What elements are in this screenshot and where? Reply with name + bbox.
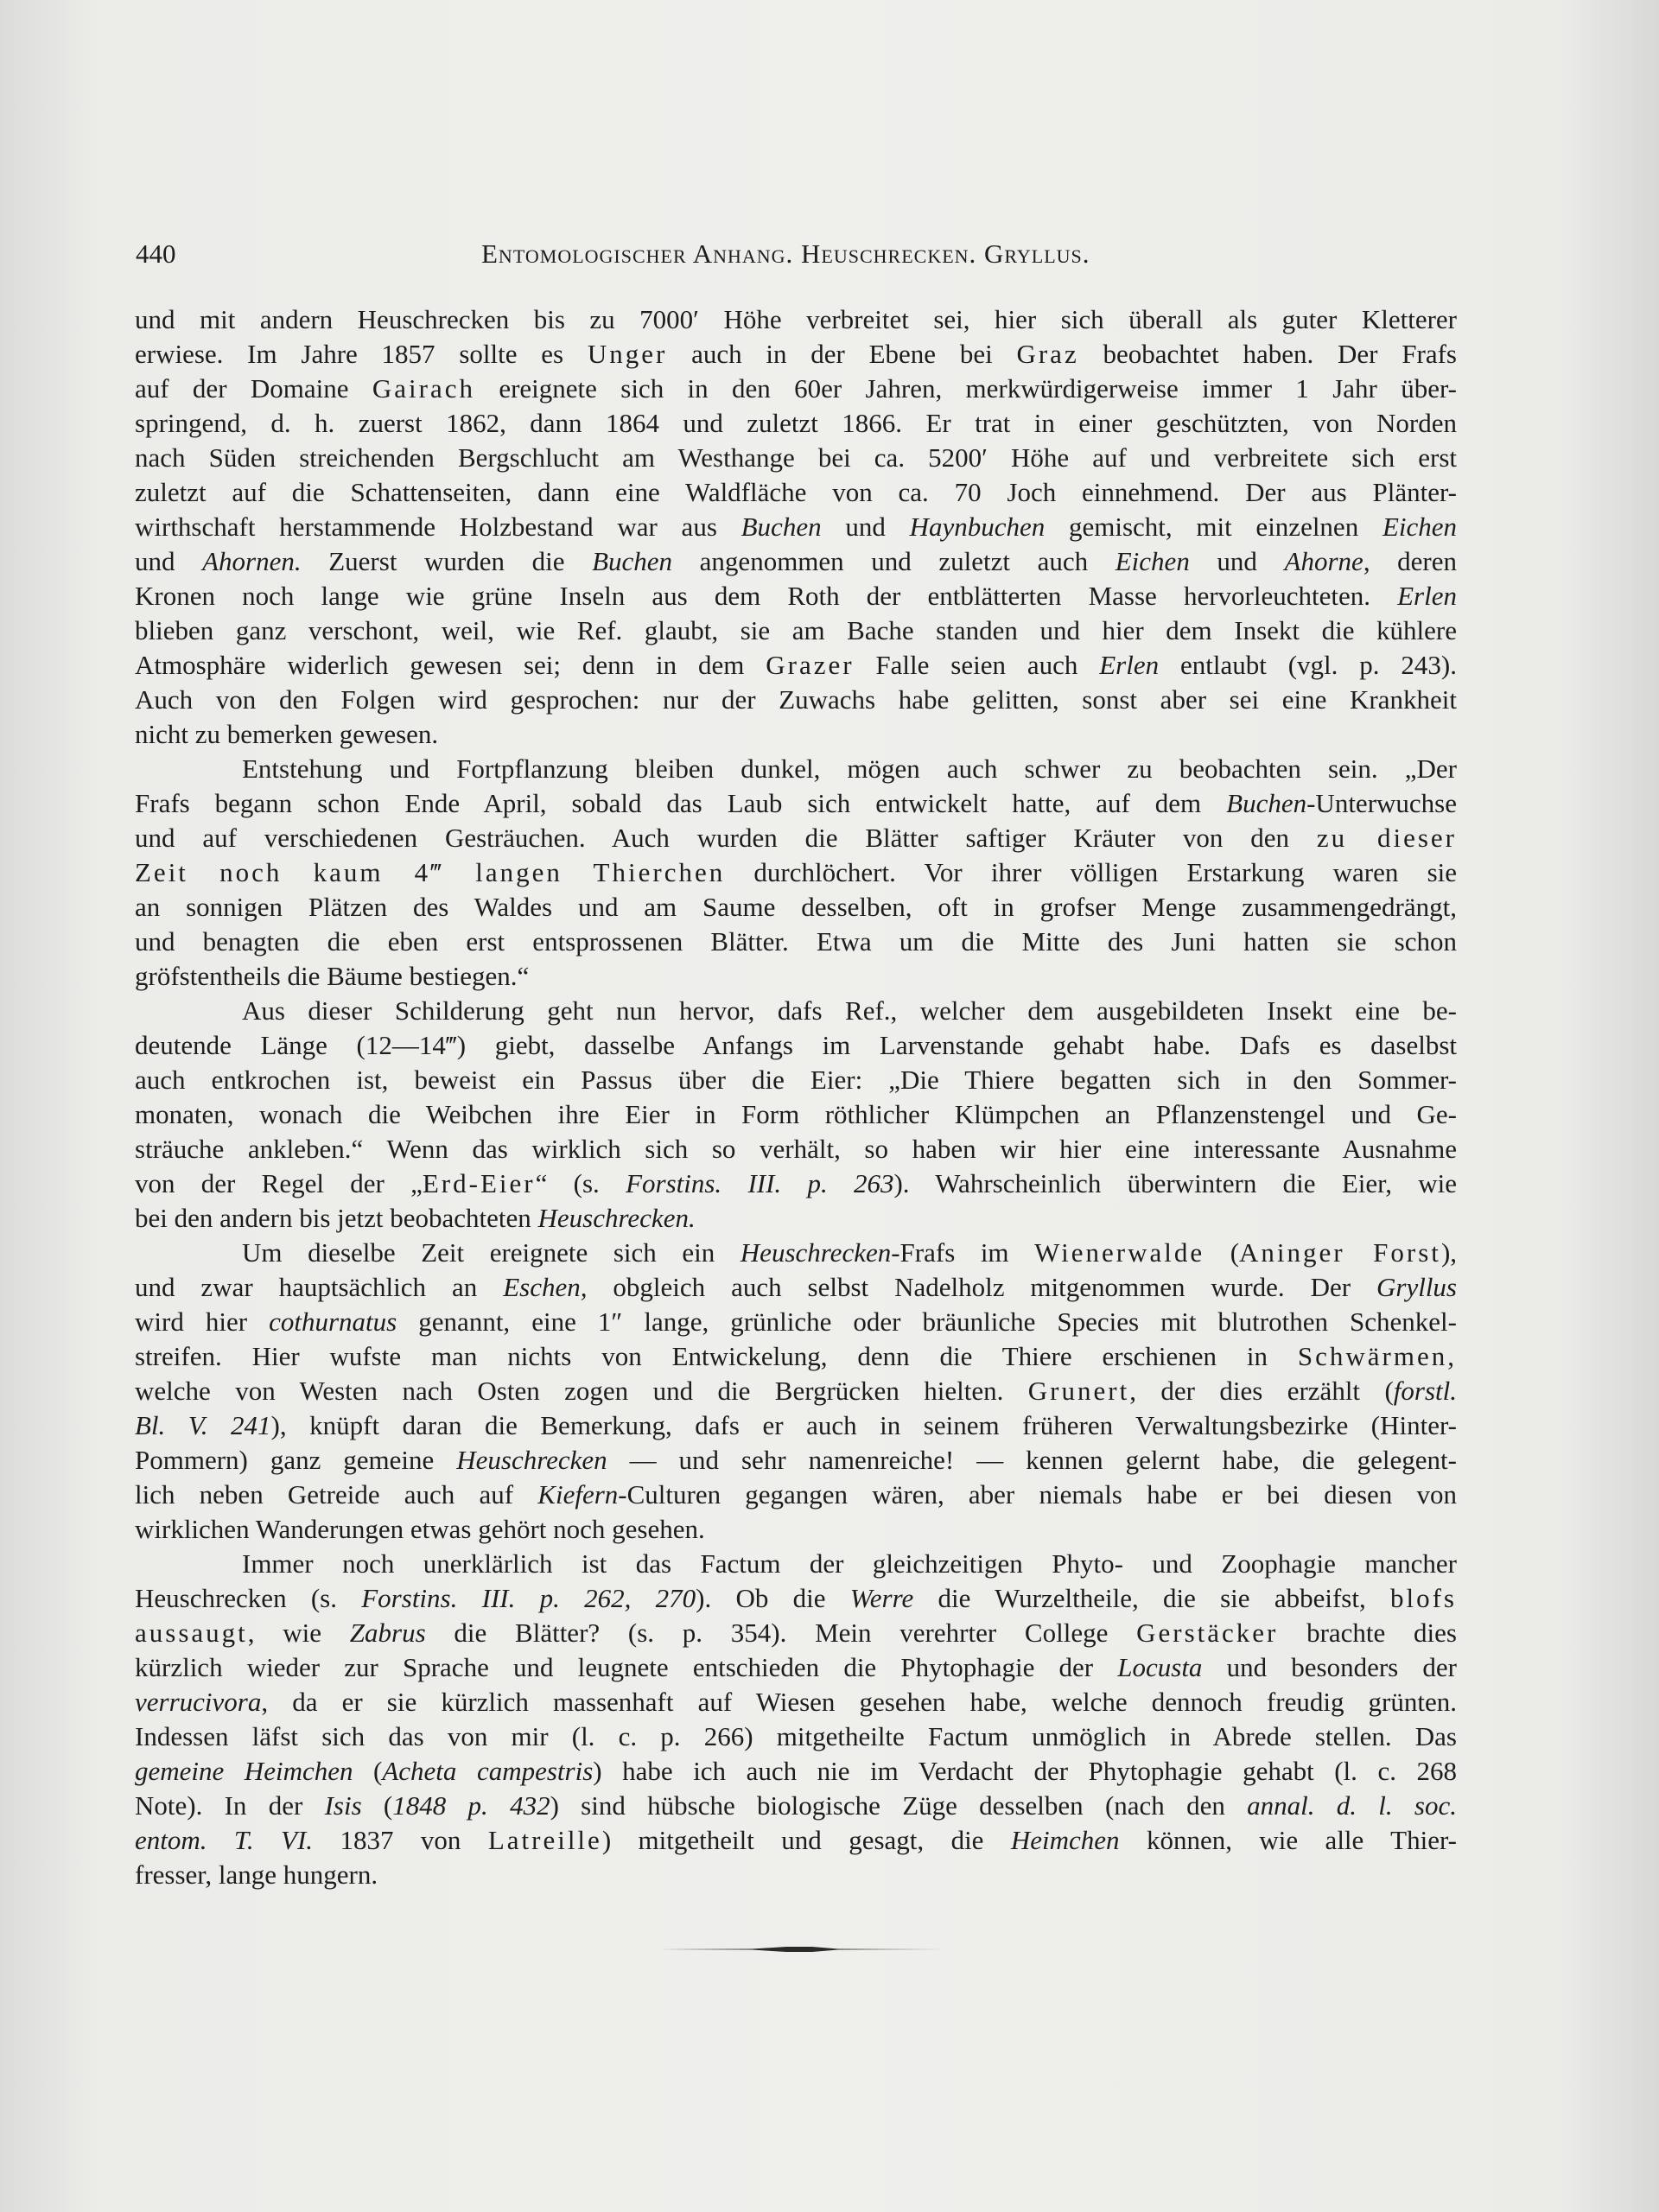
italic-text: Buchen — [1226, 788, 1307, 818]
italic-text: Eschen, — [503, 1272, 588, 1302]
italic-text: Heuschrecken. — [537, 1203, 696, 1233]
text-line — [135, 1512, 1457, 1547]
text-run: und besonders der — [1202, 1652, 1457, 1682]
text-run: Pommern) ganz gemeine — [135, 1445, 457, 1475]
text-line — [135, 1132, 1457, 1166]
italic-text: Kiefern — [537, 1479, 619, 1510]
text-line — [135, 1858, 1457, 1892]
text-run: auf der Domaine — [135, 373, 372, 404]
paragraph — [135, 1547, 1457, 1892]
text-line — [135, 1823, 1457, 1858]
text-run: ), — [1440, 1237, 1457, 1268]
text-run: , wie — [247, 1618, 350, 1648]
text-line — [135, 1097, 1457, 1132]
text-run: und zwar hauptsächlich an — [135, 1272, 504, 1302]
italic-text: verrucivora — [135, 1687, 262, 1717]
text-run: Frafs begann schon Ende April, sobald das Laub sich entwickelt hatte, auf dem — [135, 788, 1227, 818]
italic-text: Heuschrecken — [740, 1237, 892, 1268]
italic-text: Haynbuchen — [909, 512, 1046, 542]
text-run: Falle seien auch — [854, 650, 1100, 680]
spaced-text: Gairach — [372, 373, 475, 404]
text-line — [135, 683, 1457, 717]
text-line — [135, 1754, 1457, 1789]
page-header — [136, 238, 1456, 276]
text-run: erwiese. Im Jahre 1857 sollte es — [135, 339, 588, 369]
text-line — [135, 1270, 1457, 1305]
text-run: blieben ganz verschont, weil, wie Ref. glaubt, sie am Bache standen und hier dem Insekt die kühlere — [135, 615, 1457, 645]
text-run: wirklichen Wanderungen etwas gehört noch gesehen. — [135, 1514, 705, 1544]
text-line — [135, 1408, 1457, 1443]
text-run: ( — [353, 1756, 383, 1786]
text-run: ( — [361, 1790, 393, 1821]
text-run: nach Süden streichenden Bergschlucht am Westhange bei ca. 5200′ Höhe auf und verbreitete sich erst — [135, 442, 1457, 473]
text-line — [135, 1443, 1457, 1478]
spaced-text: Aninger Forst — [1239, 1237, 1441, 1268]
text-run: obgleich auch selbst Nadelholz mitgenommen wurde. Der — [587, 1272, 1376, 1302]
text-run: -Unterwuchse — [1306, 788, 1457, 818]
running-head: Entomologischer Anhang. Heuschrecken. Gryllus. — [481, 238, 1090, 269]
text-line — [135, 1305, 1457, 1339]
text-run: ) mitgetheilt und gesagt, die — [601, 1825, 1011, 1855]
italic-text: Heimchen — [1010, 1825, 1120, 1855]
spaced-text: aussaugt — [135, 1618, 248, 1648]
text-run: ) sind hübsche biologische Züge desselben (nach den — [550, 1790, 1248, 1821]
italic-text: Eichen — [1115, 546, 1190, 576]
text-line — [135, 925, 1457, 959]
text-run: Entstehung und Fortpflanzung bleiben dunkel, mögen auch schwer zu beobachten sein. „Der — [242, 753, 1457, 784]
spaced-text: Graz — [1016, 339, 1079, 369]
paragraph — [135, 994, 1457, 1236]
text-run: — und sehr namenreiche! — kennen gelernt habe, die gelegent- — [607, 1445, 1457, 1475]
paragraph — [135, 752, 1457, 994]
text-line — [135, 752, 1457, 786]
text-run: fresser, lange hungern. — [135, 1859, 378, 1890]
text-run: deutende Länge (12—14‴) giebt, dasselbe Anfangs im Larvenstande gehabt habe. Dafs es daselbst — [135, 1030, 1457, 1060]
text-run: Atmosphäre widerlich gewesen sei; denn in dem — [135, 650, 766, 680]
text-line — [135, 302, 1457, 337]
text-run: Immer noch unerklärlich ist das Factum der gleichzeitigen Phyto- und Zoophagie mancher — [242, 1548, 1457, 1579]
italic-text: entom. T. VI. — [135, 1825, 314, 1855]
spaced-text: Gerstäcker — [1136, 1618, 1279, 1648]
text-run: , der dies erzählt ( — [1129, 1376, 1394, 1406]
text-run: welche von Westen nach Osten zogen und die Bergrücken hielten. — [135, 1376, 1028, 1406]
text-run: sträuche ankleben.“ Wenn das wirklich sich so verhält, so haben wir hier eine interessante Ausnahme — [135, 1134, 1457, 1164]
italic-text: 1848 p. 432 — [392, 1790, 550, 1821]
italic-text: Ahornen. — [202, 546, 302, 576]
text-run: können, wie alle Thier- — [1119, 1825, 1457, 1855]
text-line — [135, 1616, 1457, 1650]
text-run: von der Regel der „ — [135, 1168, 423, 1198]
page-number: 440 — [136, 238, 176, 269]
text-run: Heuschrecken (s. — [135, 1583, 362, 1613]
italic-text: Forstins. III. p. 263 — [626, 1168, 894, 1198]
text-line — [135, 337, 1457, 372]
spaced-text: Unger — [587, 339, 668, 369]
text-run: streifen. Hier wufste man nichts von Entwickelung, denn die Thiere erschienen in — [135, 1341, 1298, 1371]
italic-text: Gryllus — [1376, 1272, 1457, 1302]
text-run: ). Ob die — [696, 1583, 850, 1613]
text-line — [135, 372, 1457, 406]
spaced-text: Grazer — [766, 650, 855, 680]
text-run: entlaubt (vgl. p. 243). — [1159, 650, 1457, 680]
text-run: Aus dieser Schilderung geht nun hervor, dafs Ref., welcher dem ausgebildeten Insekt eine be- — [242, 995, 1457, 1026]
italic-text: gemeine Heimchen — [135, 1756, 353, 1786]
text-line — [135, 406, 1457, 441]
text-line — [135, 1374, 1457, 1408]
italic-text: Heuschrecken — [456, 1445, 607, 1475]
text-line — [135, 1201, 1457, 1236]
text-line — [135, 648, 1457, 683]
italic-text: Zabrus — [349, 1618, 426, 1648]
body-text — [135, 302, 1457, 1892]
text-line — [135, 510, 1457, 544]
italic-text: Buchen — [741, 512, 822, 542]
italic-text: Buchen — [592, 546, 673, 576]
text-run: zuletzt auf die Schattenseiten, dann eine Waldfläche von ca. 70 Joch einnehmend. Der aus Plänter- — [135, 477, 1457, 507]
text-line — [135, 1478, 1457, 1512]
text-run: und mit andern Heuschrecken bis zu 7000′ Höhe verbreitet sei, hier sich überall als guter Kletterer — [135, 304, 1457, 334]
italic-text: Ahorne — [1284, 546, 1363, 576]
spaced-text: Latreille — [487, 1825, 602, 1855]
spaced-text: Schwärmen, — [1297, 1341, 1457, 1371]
text-line — [135, 1028, 1457, 1063]
text-run: “ (s. — [535, 1168, 626, 1198]
text-run: ( — [1205, 1237, 1240, 1268]
text-run: gemischt, mit einzelnen — [1045, 512, 1382, 542]
text-run: Kronen noch lange wie grüne Inseln aus dem Roth der entblätterten Masse hervorleuchteten. — [135, 581, 1398, 611]
spaced-text: Grunert — [1027, 1376, 1130, 1406]
text-run: beobachtet haben. Der Frafs — [1078, 339, 1457, 369]
italic-text: Locusta — [1117, 1652, 1203, 1682]
text-run: Note). In der — [135, 1790, 325, 1821]
end-rule — [657, 1944, 942, 1955]
text-run: die Blätter? (s. p. 354). Mein verehrter College — [425, 1618, 1137, 1648]
text-run: bei den andern bis jetzt beobachteten — [135, 1203, 538, 1233]
spaced-text: blofs — [1389, 1583, 1457, 1613]
text-run: auch in der Ebene bei — [667, 339, 1017, 369]
italic-text: Erlen — [1099, 650, 1160, 680]
text-run: und — [821, 512, 910, 542]
text-line — [135, 994, 1457, 1028]
text-line — [135, 1719, 1457, 1754]
spaced-text: zu dieser — [1316, 823, 1457, 853]
text-line — [135, 959, 1457, 994]
text-run: und auf verschiedenen Gesträuchen. Auch wurden die Blätter saftiger Kräuter von den — [135, 823, 1317, 853]
italic-text: Erlen — [1397, 581, 1457, 611]
text-line — [135, 1236, 1457, 1270]
text-line — [135, 544, 1457, 579]
text-run: durchlöchert. Vor ihrer völligen Erstarkung waren sie — [725, 857, 1457, 887]
text-run: -Frafs im — [891, 1237, 1035, 1268]
text-line — [135, 441, 1457, 475]
italic-text: Bl. V. 241 — [135, 1410, 271, 1440]
text-run: Auch von den Folgen wird gesprochen: nur der Zuwachs habe gelitten, sonst aber sei eine Krankheit — [135, 684, 1457, 715]
text-run: angenommen und zuletzt auch — [672, 546, 1116, 576]
text-run: -Culturen gegangen wären, aber niemals habe er bei diesen von — [618, 1479, 1457, 1510]
text-run: lich neben Getreide auch auf — [135, 1479, 538, 1510]
text-run: brachte dies — [1278, 1618, 1457, 1648]
text-run: nicht zu bemerken gewesen. — [135, 719, 439, 749]
paragraph — [135, 1236, 1457, 1547]
text-run: monaten, wonach die Weibchen ihre Eier in Form röthlicher Klümpchen an Pflanzenstengel und Ge- — [135, 1099, 1457, 1129]
text-line — [135, 717, 1457, 752]
text-run: ), knüpft daran die Bemerkung, dafs er auch in seinem früheren Verwaltungsbezirke (Hinter- — [270, 1410, 1457, 1440]
italic-text: Acheta campestris — [382, 1756, 594, 1786]
text-line — [135, 1581, 1457, 1616]
spaced-text: Zeit noch kaum 4‴ langen Thierchen — [135, 857, 726, 887]
text-run: kürzlich wieder zur Sprache und leugnete entschieden die Phytophagie der — [135, 1652, 1118, 1682]
text-run: springend, d. h. zuerst 1862, dann 1864 und zuletzt 1866. Er trat in einer geschützten, von Norden — [135, 408, 1457, 438]
text-run: 1837 von — [313, 1825, 488, 1855]
text-run: Zuerst wurden die — [301, 546, 593, 576]
italic-text: Forstins. III. p. 262, 270 — [361, 1583, 696, 1613]
text-line — [135, 1789, 1457, 1823]
text-line — [135, 821, 1457, 855]
text-line — [135, 1063, 1457, 1097]
text-run: Indessen läfst sich das von mir (l. c. p. 266) mitgetheilte Factum unmöglich in Abrede stellen. Das — [135, 1721, 1457, 1751]
text-run: ) habe ich auch nie im Verdacht der Phytophagie gehabt (l. c. 268 — [593, 1756, 1457, 1786]
text-run: wirthschaft herstammende Holzbestand war aus — [135, 512, 741, 542]
italic-text: cothurnatus — [269, 1306, 397, 1337]
text-line — [135, 1650, 1457, 1685]
italic-text: forstl. — [1393, 1376, 1457, 1406]
paragraph — [135, 302, 1457, 752]
text-run: an sonnigen Plätzen des Waldes und am Saume desselben, oft in grofser Menge zusammengedrängt, — [135, 892, 1457, 922]
italic-text: Eichen — [1382, 512, 1457, 542]
spaced-text: Erd-Eier — [422, 1168, 536, 1198]
text-line — [135, 855, 1457, 890]
italic-text: annal. d. l. soc. — [1247, 1790, 1457, 1821]
text-run: , deren — [1363, 546, 1457, 576]
text-run: und — [1189, 546, 1285, 576]
text-run: ). Wahrscheinlich überwintern die Eier, wie — [893, 1168, 1457, 1198]
text-run: die Wurzeltheile, die sie abbeifst, — [913, 1583, 1390, 1613]
text-line — [135, 579, 1457, 613]
text-run: Um dieselbe Zeit ereignete sich ein — [242, 1237, 741, 1268]
text-run: und benagten die eben erst entsprossenen Blätter. Etwa um die Mitte des Juni hatten sie schon — [135, 926, 1457, 957]
text-line — [135, 475, 1457, 510]
italic-text: Isis — [324, 1790, 362, 1821]
text-line — [135, 1547, 1457, 1581]
text-run: , da er sie kürzlich massenhaft auf Wiesen gesehen habe, welche dennoch freudig grünten. — [261, 1687, 1457, 1717]
italic-text: Werre — [849, 1583, 914, 1613]
text-run: wird hier — [135, 1306, 270, 1337]
text-run: auch entkrochen ist, beweist ein Passus über die Eier: „Die Thiere begatten sich in den Sommer- — [135, 1065, 1457, 1095]
text-run: genannt, eine 1″ lange, grünliche oder bräunliche Species mit blutrothen Schenkel- — [397, 1306, 1457, 1337]
text-run: ereignete sich in den 60er Jahren, merkwürdigerweise immer 1 Jahr über- — [474, 373, 1457, 404]
text-line — [135, 1166, 1457, 1201]
text-line — [135, 613, 1457, 648]
text-run: und — [135, 546, 203, 576]
text-run: gröfstentheils die Bäume bestiegen.“ — [135, 961, 530, 991]
spaced-text: Wienerwalde — [1034, 1237, 1205, 1268]
text-line — [135, 1339, 1457, 1374]
text-line — [135, 1685, 1457, 1719]
text-line — [135, 786, 1457, 821]
text-line — [135, 890, 1457, 925]
